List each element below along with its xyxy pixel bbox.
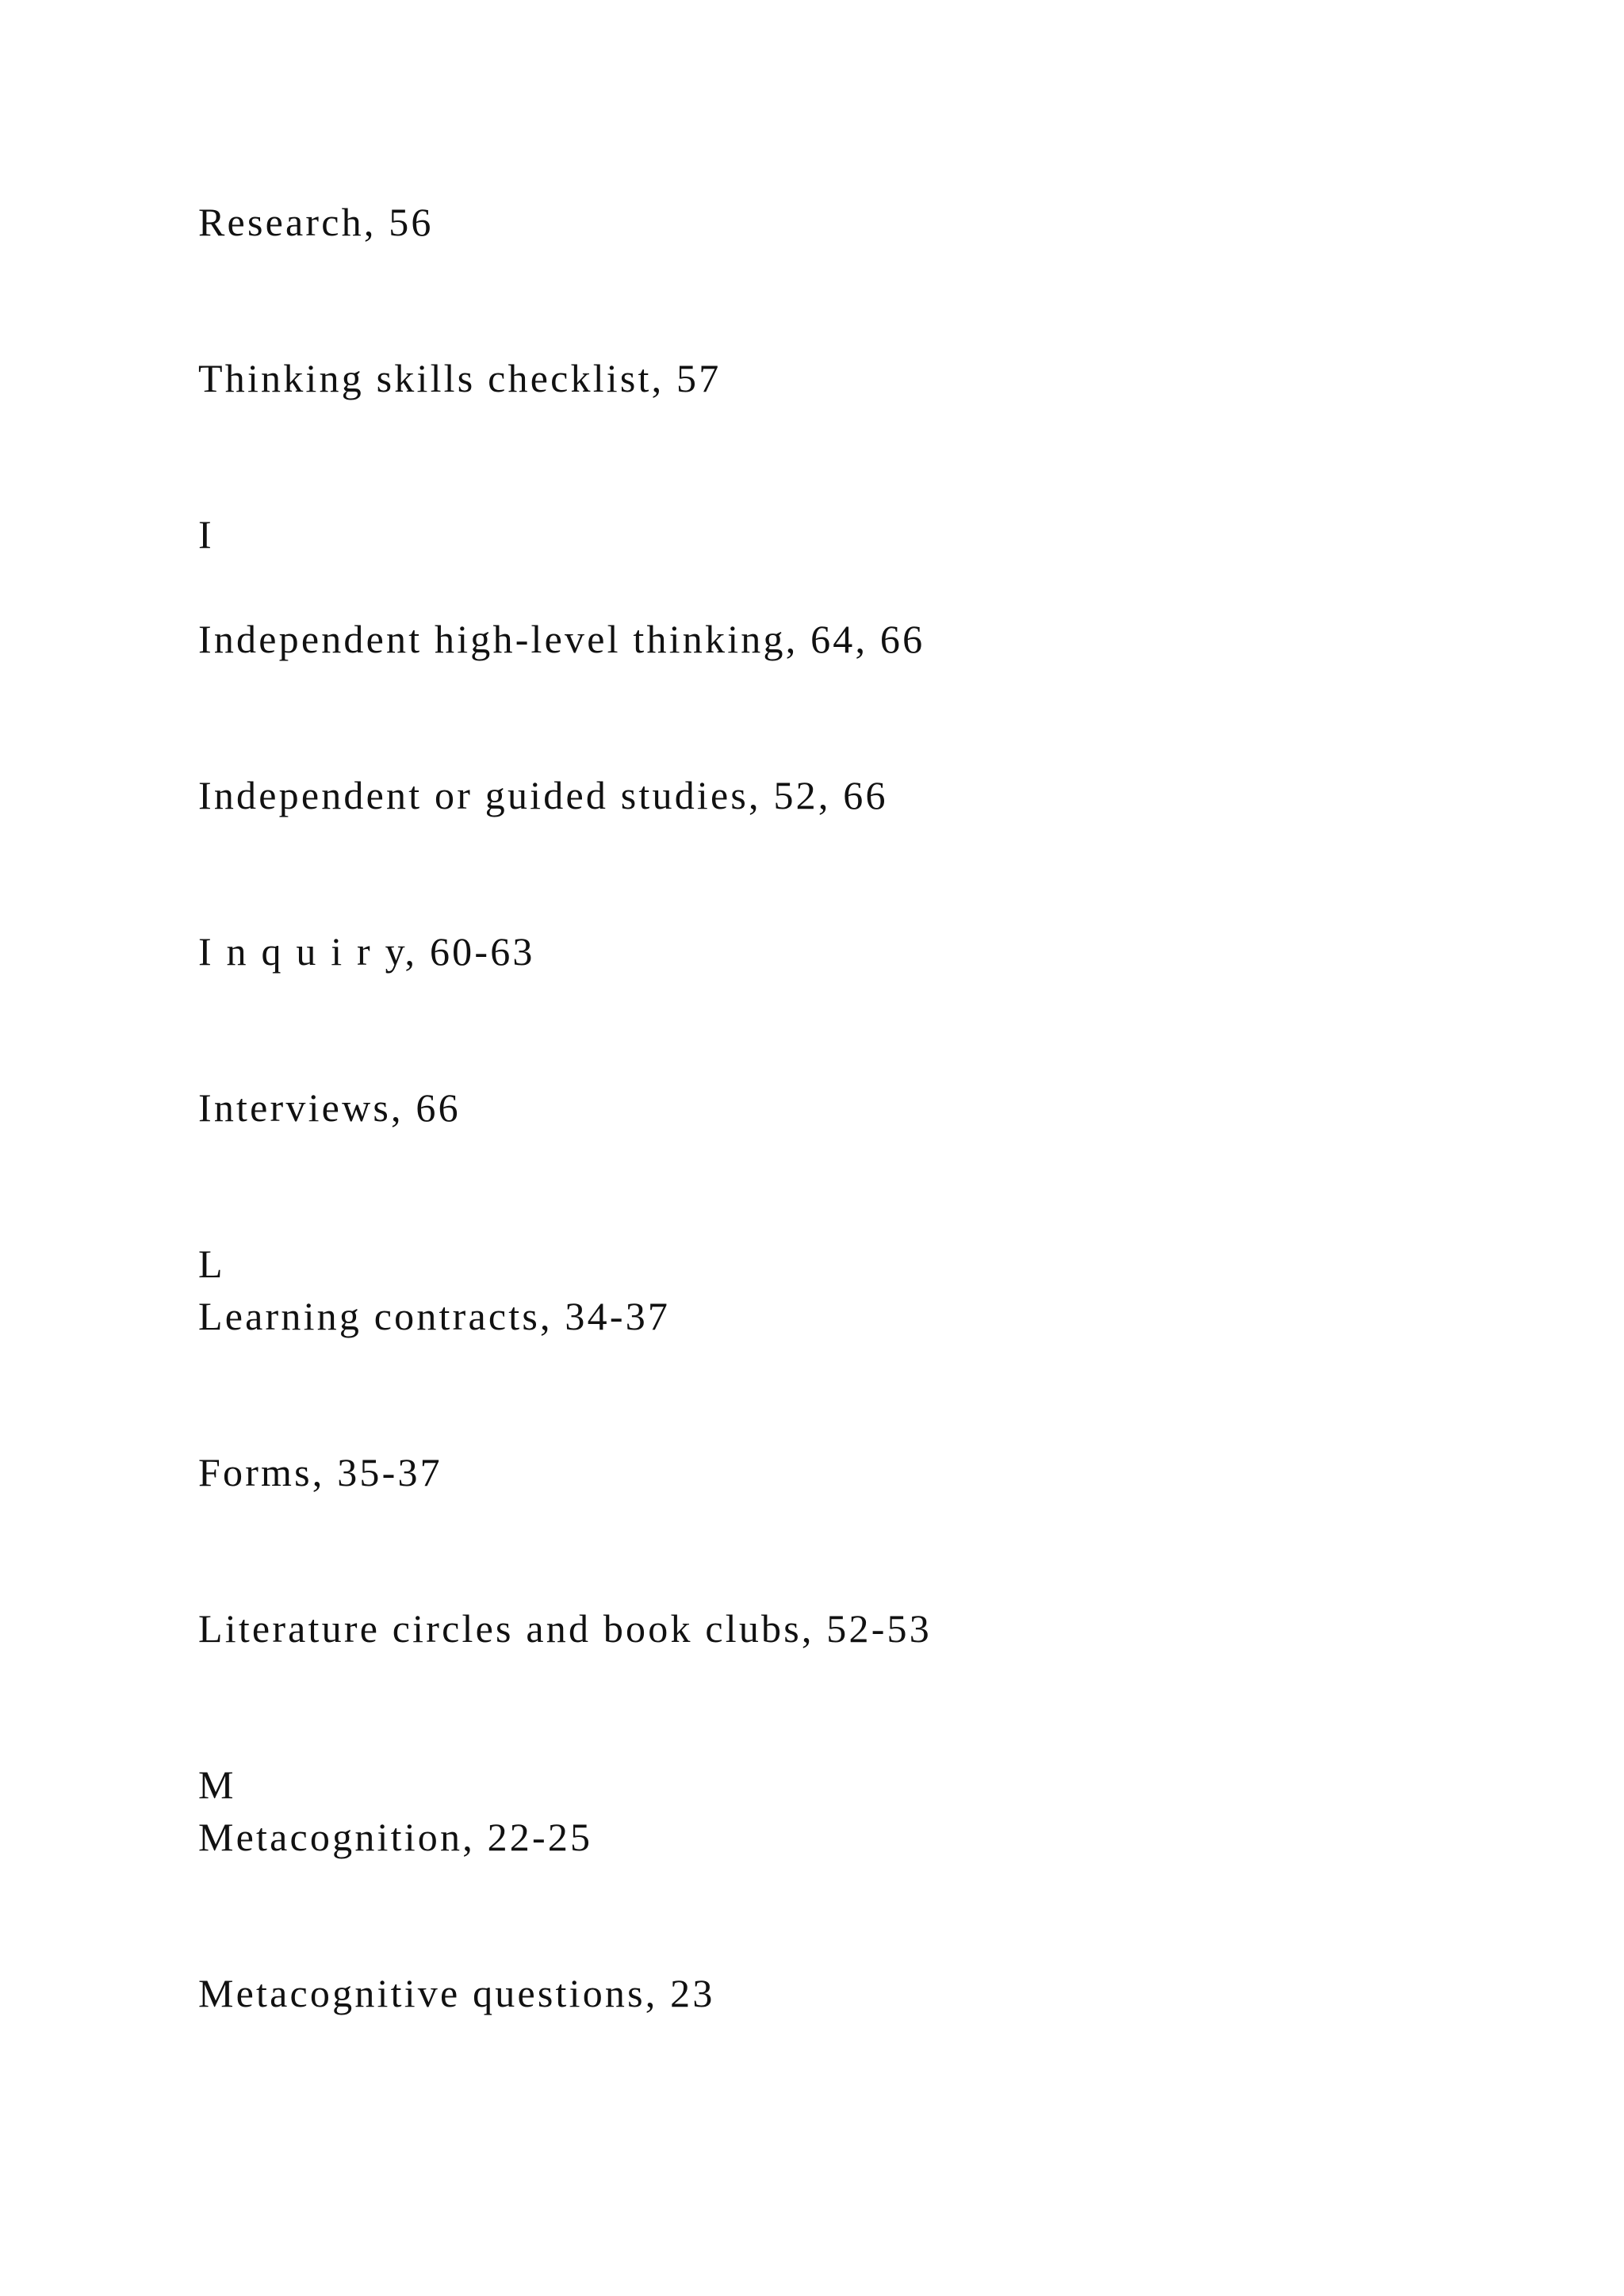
index-entry-thinking-skills-checklist: Thinking skills checklist, 57 — [198, 356, 722, 400]
section-letter-m: M — [198, 1762, 236, 1807]
index-entry-independent-or-guided-studies: Independent or guided studies, 52, 66 — [198, 773, 888, 817]
section-letter-i: I — [198, 512, 214, 557]
index-entry-independent-high-level-thinking: Independent high-level thinking, 64, 66 — [198, 617, 925, 661]
section-letter-l: L — [198, 1242, 225, 1286]
index-entry-literature-circles: Literature circles and book clubs, 52-53 — [198, 1606, 932, 1651]
index-entry-interviews: Interviews, 66 — [198, 1085, 461, 1130]
index-entry-metacognition: Metacognition, 22-25 — [198, 1815, 593, 1859]
index-entry-inquiry: I n q u i r y, 60-63 — [198, 929, 535, 974]
index-entry-forms: Forms, 35-37 — [198, 1450, 442, 1494]
index-entry-metacognitive-questions: Metacognitive questions, 23 — [198, 1971, 715, 2015]
index-entry-research: Research, 56 — [198, 200, 434, 244]
index-entry-learning-contracts: Learning contracts, 34-37 — [198, 1294, 671, 1338]
